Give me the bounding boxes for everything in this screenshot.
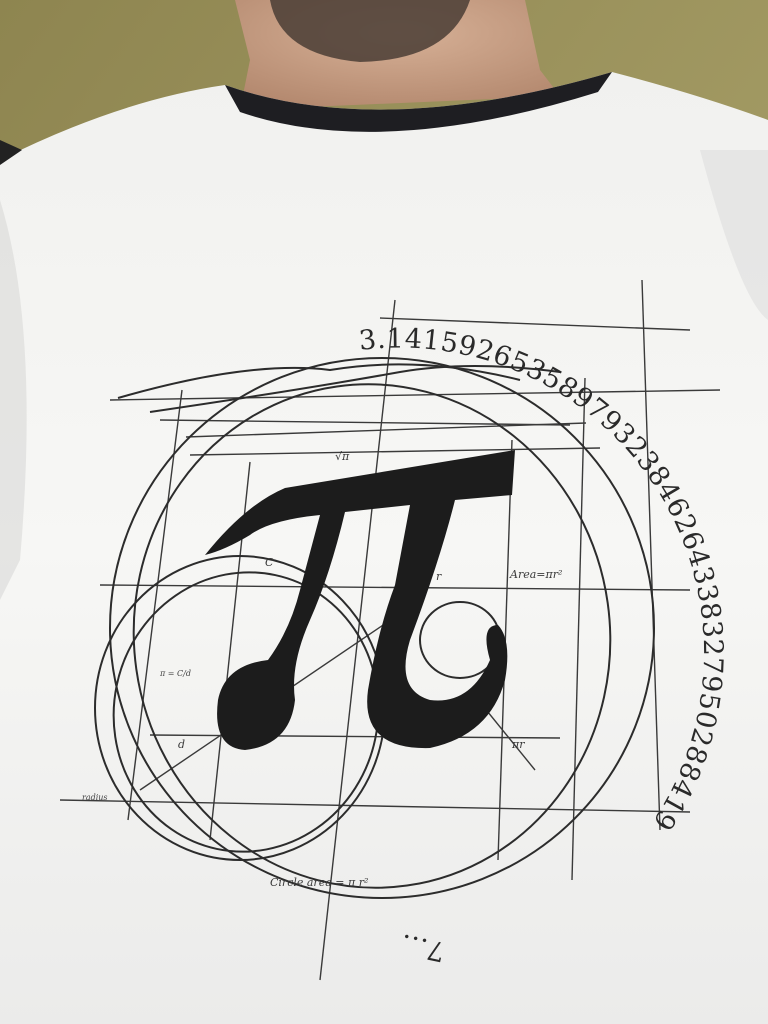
note-sqrt-pi: √π bbox=[335, 450, 350, 463]
note-circle-area: Circle area = π r² bbox=[270, 876, 369, 889]
pi-digits-ellipsis: 7... bbox=[397, 927, 448, 967]
note-area-top: Area=πr² bbox=[510, 568, 563, 581]
note-pi-r: πr bbox=[512, 738, 525, 751]
pi-digits-path: 3.14159265358979323846264338327950288419 bbox=[357, 323, 729, 836]
note-c: C bbox=[265, 556, 274, 569]
note-d: d bbox=[178, 738, 186, 751]
note-pi-formula: π = C/d bbox=[160, 669, 191, 678]
note-r: r bbox=[436, 570, 442, 583]
note-radius: radius bbox=[82, 793, 108, 802]
tshirt-body bbox=[0, 72, 768, 1024]
